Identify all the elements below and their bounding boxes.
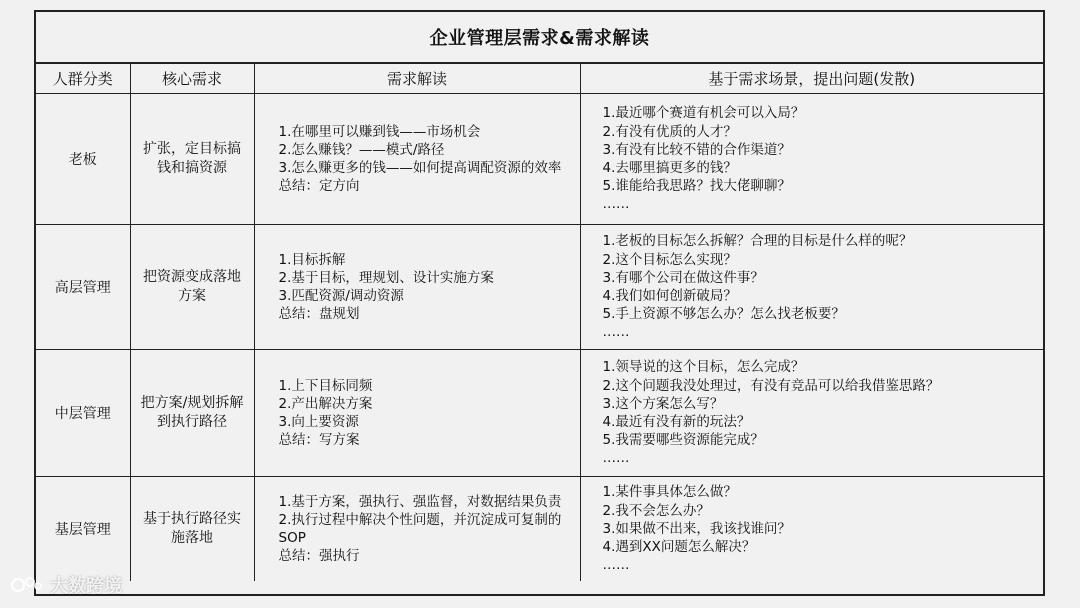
question-line: 2.有没有优质的人才？ <box>602 123 737 140</box>
table-row <box>36 350 1043 477</box>
cell-questions <box>580 94 1043 225</box>
table-row <box>36 94 1043 225</box>
question-line: 1.老板的目标怎么拆解？合理的目标是什么样的呢？ <box>602 233 913 250</box>
interpretation-line: 2.怎么赚钱？——模式/路径 <box>278 141 445 158</box>
header-questions: 基于需求场景，提出问题(发散) <box>580 64 1043 94</box>
question-line: 3.有哪个公司在做这件事？ <box>602 269 764 286</box>
header-core: 核心需求 <box>130 64 254 94</box>
question-line: 3.有没有比较不错的合作渠道？ <box>602 141 791 158</box>
question-line: 2.这个目标怎么实现？ <box>602 251 737 268</box>
question-line: …… <box>602 196 630 213</box>
interpretation-line: 3.向上要资源 <box>278 414 359 430</box>
interpretation-line: 1.基于方案，强执行、强监督，对数据结果负责 <box>278 493 562 510</box>
watermark-logo-icon <box>10 574 44 596</box>
cell-group: 高层管理 <box>36 225 130 350</box>
question-line: 5.手上资源不够怎么办？怎么找老板要？ <box>602 306 845 323</box>
cell-group: 老板 <box>36 94 130 225</box>
table-row <box>36 225 1043 350</box>
table-title: 企业管理层需求&需求解读 <box>36 12 1043 64</box>
question-line: 4.最近有没有新的玩法？ <box>602 414 751 430</box>
interpretation-line: 1.上下目标同频 <box>278 377 373 394</box>
cell-interpretation <box>254 225 580 350</box>
header-row <box>36 64 1043 94</box>
cell-questions <box>580 350 1043 477</box>
question-line: 2.我不会怎么办？ <box>602 502 710 519</box>
interpretation-line: 总结：写方案 <box>278 432 360 449</box>
requirements-table-frame <box>34 10 1045 596</box>
watermark-text: 大数跨境 <box>50 576 122 597</box>
question-line: 4.遇到XX问题怎么解决？ <box>602 539 756 556</box>
cell-group: 中层管理 <box>36 350 130 477</box>
cell-questions <box>580 225 1043 350</box>
interpretation-line: 2.产出解决方案 <box>278 395 373 412</box>
interpretation-line: 总结：盘规划 <box>278 306 360 323</box>
interpretation-line: 2.基于目标，理规划、设计实施方案 <box>278 269 494 286</box>
table-row <box>36 477 1043 582</box>
interpretation-line: 总结：强执行 <box>278 548 360 565</box>
cell-questions <box>580 477 1043 582</box>
header-group: 人群分类 <box>36 64 130 94</box>
question-line: 4.我们如何创新破局？ <box>602 288 737 304</box>
cell-group: 基层管理 <box>36 477 130 582</box>
question-line: 1.领导说的这个目标，怎么完成？ <box>602 359 805 376</box>
cell-interpretation <box>254 350 580 477</box>
cell-core-need: 把方案/规划拆解到执行路径 <box>130 350 254 477</box>
question-line: 3.如果做不出来，我该找谁问？ <box>602 520 791 537</box>
question-line: 1.某件事具体怎么做？ <box>602 484 737 501</box>
cell-interpretation <box>254 477 580 582</box>
requirements-table <box>36 64 1043 581</box>
cell-core-need: 扩张，定目标搞钱和搞资源 <box>130 94 254 225</box>
question-line: 5.谁能给我思路？找大佬聊聊？ <box>602 178 791 195</box>
question-line: 3.这个方案怎么写？ <box>602 395 724 412</box>
question-line: 2.这个问题我没处理过，有没有竞品可以给我借鉴思路？ <box>602 377 940 394</box>
interpretation-line: 3.怎么赚更多的钱——如何提高调配资源的效率 <box>278 160 562 176</box>
cell-core-need: 基于执行路径实施落地 <box>130 477 254 582</box>
header-interp: 需求解读 <box>254 64 580 94</box>
question-line: 5.我需要哪些资源能完成？ <box>602 432 764 449</box>
question-line: 1.最近哪个赛道有机会可以入局？ <box>602 105 805 122</box>
question-line: …… <box>602 324 630 341</box>
question-line: 4.去哪里搞更多的钱？ <box>602 160 737 176</box>
interpretation-line: 3.匹配资源/调动资源 <box>278 288 404 304</box>
interpretation-line: 总结：定方向 <box>278 178 360 195</box>
interpretation-line: 2.执行过程中解决个性问题，并沉淀成可复制的SOP <box>278 511 562 546</box>
interpretation-line: 1.在哪里可以赚到钱——市场机会 <box>278 123 481 140</box>
question-line: …… <box>602 450 630 467</box>
cell-interpretation <box>254 94 580 225</box>
cell-core-need: 把资源变成落地方案 <box>130 225 254 350</box>
question-line: …… <box>602 557 630 574</box>
interpretation-line: 1.目标拆解 <box>278 251 346 268</box>
watermark <box>10 572 122 598</box>
